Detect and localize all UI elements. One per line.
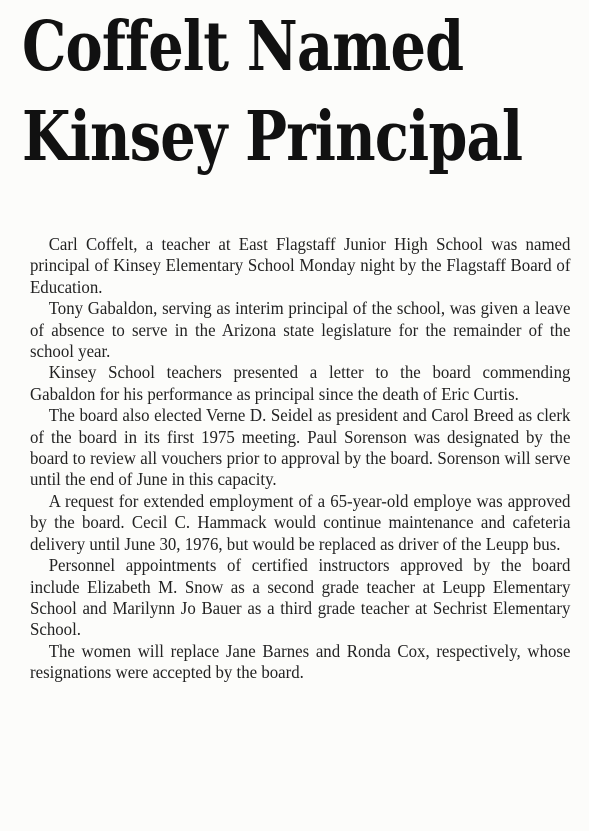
article-body xyxy=(30,234,570,684)
paragraph-6: Personnel appointments of certified instructors approved by the board include Elizabeth M. Snow as a second grade teacher at Leupp Elementary School and Marilynn Jo Bauer as a third grade teacher at Sechrist Elementary School. xyxy=(30,555,571,640)
paragraph-4: The board also elected Verne D. Seidel as president and Carol Breed as clerk of the board in its first 1975 meeting. Paul Sorenson was designated by the board to review all vouchers prior to approval by the board. Sorenson will serve until the end of June in this capacity. xyxy=(30,405,571,490)
headline-line-2: Kinsey Principal xyxy=(22,97,523,177)
headline-line-1: Coffelt Named xyxy=(22,7,464,87)
paragraph-3: Kinsey School teachers presented a letter to the board commending Gabaldon for his performance as principal since the death of Eric Curtis. xyxy=(30,362,571,404)
paragraph-2: Tony Gabaldon, serving as interim principal of the school, was given a leave of absence to serve in the Arizona state legislature for the remainder of the school year. xyxy=(30,298,571,362)
headline xyxy=(22,2,582,182)
paragraph-5: A request for extended employment of a 65-year-old employe was approved by the board. Cecil C. Hammack would continue maintenance and cafeteria delivery until June 30, 1976, but would be replaced as driver of the Leupp bus. xyxy=(30,490,571,554)
paragraph-1: Carl Coffelt, a teacher at East Flagstaff Junior High School was named principal of Kinsey Elementary School Monday night by the Flagstaff Board of Education. xyxy=(30,234,571,297)
paragraph-7: The women will replace Jane Barnes and Ronda Cox, respectively, whose resignations were accepted by the board. xyxy=(30,640,571,683)
